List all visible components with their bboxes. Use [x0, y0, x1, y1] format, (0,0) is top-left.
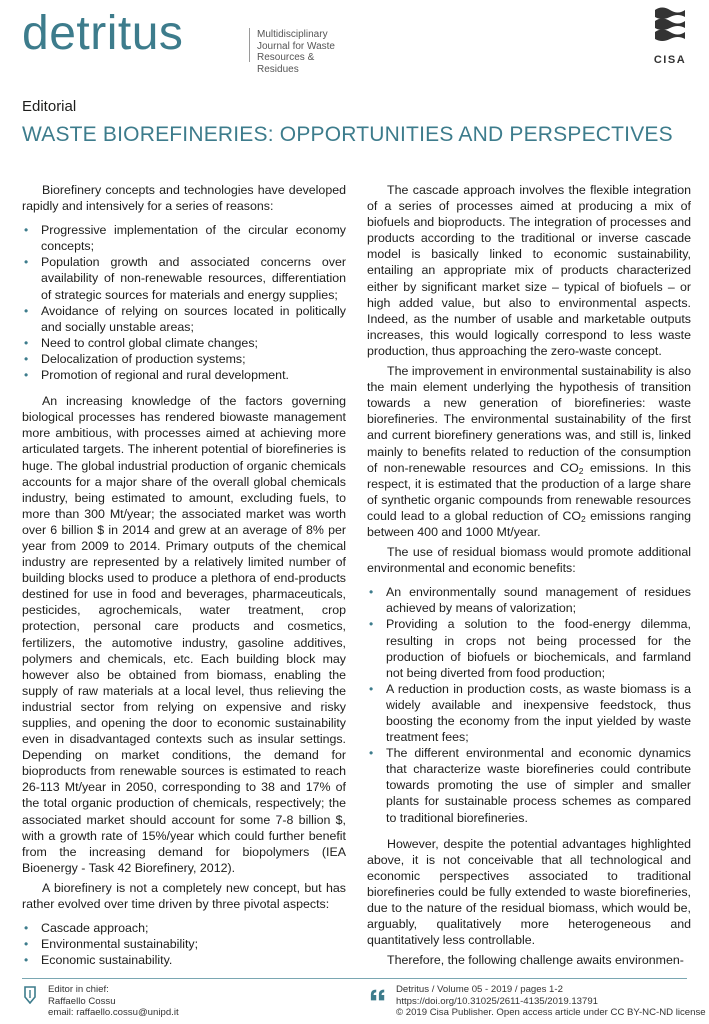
bullet-icon: • — [24, 255, 29, 270]
editor-email[interactable]: email: raffaello.cossu@unipd.it — [48, 1007, 179, 1019]
list-item — [367, 616, 691, 680]
bullet-icon: • — [24, 368, 29, 383]
cascade-paragraph: The cascade approach involves the flexible integration of a series of processes aimed at producing a mix of biofuels and bioproducts. The integration of processes and products according to the traditional or inverse cascade model is basically linked to economic sustainability, entailing an appropriate mix of products characterized either by significant market size – typical of biofuels – or high added value, but also to environmental aspects. Indeed, as the number of usable and marketable outputs increases, this would logically correspond to less waste production, thus approaching the zero-waste concept. — [367, 183, 691, 358]
subscript: 2 — [578, 465, 584, 476]
list-item-text: Need to control global climate changes; — [41, 335, 258, 350]
tagline-line: Journal for Waste — [257, 40, 335, 52]
left-column — [22, 182, 346, 978]
journal-tagline — [257, 29, 352, 75]
bullet-icon: • — [369, 617, 374, 632]
publisher-logo — [653, 4, 687, 68]
bullet-icon: • — [24, 921, 29, 936]
bullet-icon: • — [24, 223, 29, 238]
license-line: © 2019 Cisa Publisher. Open access article under CC BY-NC-ND license — [396, 1007, 706, 1019]
pivotal-paragraph: A biorefinery is not a completely new concept, but has rather evolved over time driven by three pivotal aspects: — [22, 880, 346, 912]
bullet-icon: • — [24, 303, 29, 318]
improvement-paragraph — [367, 363, 691, 540]
text-run: emissions. In this respect, it is estimated that the production of a large share of synthetic organic compounds from renewable resources could lead to a global reduction of CO — [367, 460, 691, 523]
bullet-icon: • — [369, 746, 374, 761]
cisa-logo-icon — [653, 4, 687, 48]
therefore-paragraph: Therefore, the following challenge awaits environmen- — [387, 953, 684, 968]
list-item-text: The different environmental and economic dynamics that characterize waste biorefineries could contribute towards promoting the use of simpler and smaller plants for sustainable process schemes as compared to traditional biorefineries. — [386, 746, 691, 825]
list-item-text: Delocalization of production systems; — [41, 351, 246, 366]
list-item — [22, 920, 346, 936]
bullet-icon: • — [24, 351, 29, 366]
list-item-text: Promotion of regional and rural development. — [41, 368, 289, 383]
list-item — [22, 222, 346, 254]
quote-icon — [370, 986, 386, 1004]
pen-icon — [22, 986, 38, 1004]
logo-wordmark: detritus — [22, 7, 184, 60]
text-run: emissions ranging between 400 and 1000 Mt/year. — [367, 508, 691, 539]
list-item — [22, 335, 346, 351]
citation-line: Detritus / Volume 05 - 2019 / pages 1-2 — [396, 984, 563, 995]
bullet-icon: • — [24, 937, 29, 952]
editor-name: Raffaello Cossu — [48, 995, 116, 1007]
editor-text — [48, 984, 179, 1019]
aspects-list — [22, 920, 346, 968]
list-item-text: Cascade approach; — [41, 921, 149, 936]
bullet-icon: • — [24, 335, 29, 350]
list-item-text: Progressive implementation of the circular economy concepts; — [41, 223, 346, 254]
editor-info — [22, 984, 322, 1022]
editor-label: Editor in chief: — [48, 984, 109, 995]
however-paragraph: However, despite the potential advantages highlighted above, it is not conceivable that all technological and economic perspectives associated to traditional biorefineries could be fully extended to waste biorefineries, due to the nature of the residual biomass, which would be, arguably, qualitatively more heterogeneous and quantitatively less controllable. — [367, 836, 691, 948]
list-item — [22, 303, 346, 335]
list-item — [367, 681, 691, 745]
subscript: 2 — [581, 513, 586, 524]
tagline-line: Resources & Residues — [257, 52, 315, 75]
text-run: The improvement in environmental sustainability is also the main element underlying the hypothesis of transition towards a new generation of biorefineries: waste biorefineries. The environmental sustainability of the first and current biorefinery generations was, and still is, linked mainly to benefits related to reduction of the consumption of non-renewable resources and CO — [367, 364, 691, 475]
journal-logo — [22, 4, 352, 75]
knowledge-paragraph: An increasing knowledge of the factors governing biological processes has rendered biowaste management more ambitious, with processes aimed at achieving more articulated targets. The inherent potential of biorefineries is huge. The global industrial production of organic chemicals accounts for a major share of the overall global chemicals industry, being estimated to amount, excluding fuels, to more than 300 Mt/year; the associated market was worth over 6 billion $ in 2014 and grew at an average of 8% per year from 2009 to 2014. Primary outputs of the chemical industry are represented by a relatively limited number of building blocks used to produce a plethora of end-products destined for use in food and beverages, pharmaceuticals, pesticides, agrochemicals, water treatment, crop protection, personal care products and cosmetics, fertilizers, the automotive industry, gasoline additives, polymers and chemicals, etc. Each building block may however also be obtained from biomass, enabling the supply of raw materials at a local level, thus relieving the industrial sector from relying on expensive and risky supplies, and opening the door to economic sustainability even in disadvantaged contexts such as insular settings. Depending on market conditions, the demand for bioproducts from renewable sources is estimated to reach 26-113 Mt/year in 2050, corresponding to 38 and 17% of the total organic production of chemicals, respectively; the associated market should account for some 7-8 billion $, with a growth rate of 15%/year which could further benefit from the increasing demand for biopolymers (IEA Bioenergy - Task 42 Biorefinery, 2012). — [22, 394, 346, 875]
list-item-text: Providing a solution to the food-energy dilemma, resulting in crops not being processed for the production of biofuels or biochemicals, and farmland not being diverted from food production; — [386, 617, 691, 680]
reasons-list — [22, 222, 346, 383]
list-item-text: A reduction in production costs, as waste biomass is a widely available and inexpensive feedstock, thus boosting the economy from the input yielded by waste treatment fees; — [386, 681, 691, 745]
list-item — [22, 936, 346, 952]
list-item-text: Economic sustainability. — [41, 953, 173, 968]
footer-divider — [22, 978, 687, 979]
logo-divider — [249, 28, 250, 62]
residual-paragraph: The use of residual biomass would promote additional environmental and economic benefits: — [367, 545, 691, 576]
list-item-text: Avoidance of relying on sources located in politically and socially unstable areas; — [41, 303, 346, 334]
list-item — [22, 254, 346, 302]
citation-info — [370, 984, 706, 1022]
tagline-line: Multidisciplinary — [257, 29, 328, 40]
section-label: Editorial — [22, 98, 77, 115]
publisher-logo-text: CISA — [653, 54, 687, 66]
bullet-icon: • — [24, 953, 29, 968]
right-column — [367, 182, 691, 972]
article-title: WASTE BIOREFINERIES: OPPORTUNITIES AND PERSPECTIVES — [22, 123, 673, 146]
list-item — [22, 367, 346, 383]
intro-paragraph: Biorefinery concepts and technologies have developed rapidly and intensively for a series of reasons: — [22, 183, 346, 214]
benefits-list — [367, 584, 691, 825]
bullet-icon: • — [369, 585, 374, 600]
bullet-icon: • — [369, 681, 374, 696]
doi-link[interactable]: https://doi.org/10.31025/2611-4135/2019.13791 — [396, 995, 598, 1007]
list-item — [22, 952, 346, 968]
list-item — [367, 745, 691, 825]
list-item-text: An environmentally sound management of residues achieved by means of valorization; — [386, 585, 691, 616]
list-item — [367, 584, 691, 616]
list-item-text: Population growth and associated concerns over availability of non-renewable resources, differentiation of strategic sources for materials and energy supplies; — [41, 255, 346, 302]
citation-text — [396, 984, 706, 1019]
list-item — [22, 351, 346, 367]
list-item-text: Environmental sustainability; — [41, 937, 199, 952]
